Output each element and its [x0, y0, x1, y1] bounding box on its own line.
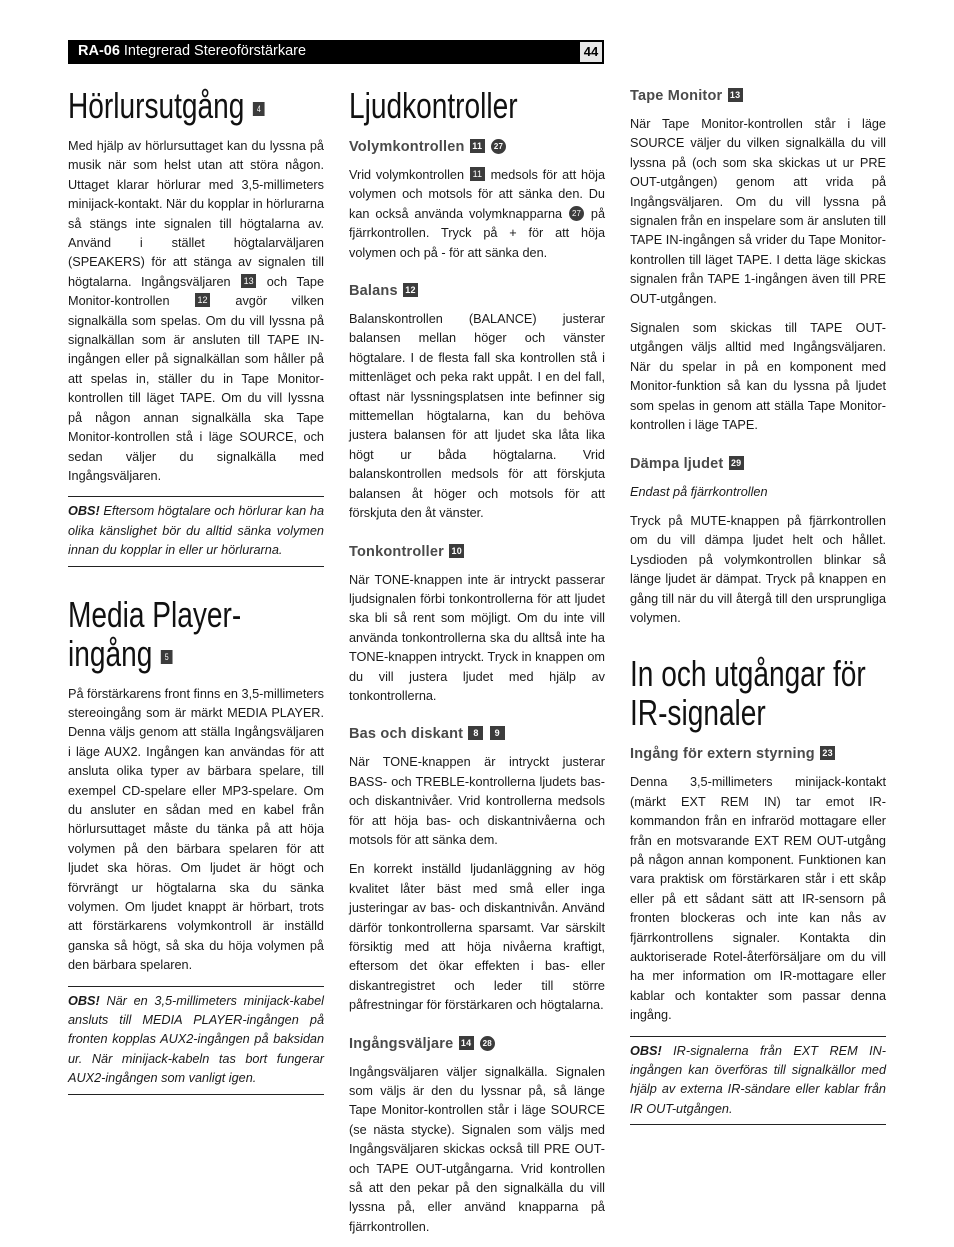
header-title-bar: [78, 43, 306, 59]
input-selector-subheading: [349, 1034, 605, 1054]
ref-number-badge: 13: [241, 274, 256, 288]
balance-paragraph: Balanskontrollen (BALANCE) justerar balansen mellan höger och vänster högtalare. I de flesta fall ska kontrollen stå i mittenläget och peka rakt uppåt. I en del fall, oftast när lyssningsplatsen inte befinner sig mittemellan högtalarna, kan du behöva justera balansen för att ljudet ska låta lika högt ur båda högtalarna. Vrid balanskontrollen medsols för att förskjuta balansen åt höger och motsols för att förskjuta den åt vänster.: [349, 312, 605, 521]
obs-label: OBS!: [68, 993, 100, 1008]
ref-number-badge: 29: [729, 456, 744, 470]
input-selector-paragraph: Ingångsväljaren väljer signalkälla. Signalen som väljs är den du lyssnar på, så länge Tape Monitor-kontrollen står i läge SOURCE (se nästa stycke). Signalen som väljs med Ingångsväljaren skickas också till PRE OUT- och TAPE OUT-utgångarna. Vrid kontrollen så att den pekar på den signalkälla du vill lyssna på, eller använd knapparna på fjärrkontrollen.: [349, 1064, 605, 1234]
media-player-heading-text: Media Player-ingång: [68, 593, 242, 674]
bass-treble-paragraph-1: När TONE-knappen är intryckt justerar BASS- och TREBLE-kontrollerna ljudets bas- och diskantnivåer. Vrid kontrollerna medsols för att höja bas- och diskantnivåerna och motsols för att sänka dem.: [349, 755, 605, 847]
ir-heading: In och utgångar för IR-signaler: [630, 653, 866, 734]
ref-number-badge: 12: [195, 293, 210, 307]
ref-number-badge: 23: [820, 746, 835, 760]
page-number: 44: [580, 42, 602, 62]
tape-monitor-paragraph-2: Signalen som skickas till TAPE OUT-utgången väljs alltid med Ingångsväljaren. När du spelar in på en komponent med Monitor-funktion så kan du lyssna på ljudet som spelas in genom att ställa Tape Monitor-kontrollen i läge TAPE.: [630, 321, 886, 433]
text: Ingångsväljare: [349, 1035, 454, 1052]
text: Balans: [349, 283, 398, 300]
text: avgör vilken signalkälla som spelas. Om du vill lyssna på signalkällan som är ansluten till TAPE IN-ingången eller på signalkällan som håller på att spelas in, ställer du in Tape Monitor-kontrollen till läget TAPE. Om du vill lyssna på någon annan signalkälla ska Tape Monitor-kontrollen stå i läge SOURCE, och sedan väljer du signalkälla med Ingångsväljaren.: [68, 294, 324, 483]
note-text: [630, 1042, 886, 1120]
column-1: [68, 86, 324, 1123]
tape-monitor-paragraph-1: När Tape Monitor-kontrollen står i läge SOURCE väljer du vilken signalkälla du vill lyssna på (och som ska skickas ut ur PRE OUT-utgången) genom att vrida på Ingångsväljaren. Om du vill lyssna på signalen från en inspelare som är ansluten till TAPE IN-ingången så vrider du Tape Monitor-kontrollen till läget TAPE. I detta läge skickas signalen från TAPE 1-ingången även till PRE OUT-utgången.: [630, 117, 886, 306]
ref-number-badge: 11: [470, 139, 485, 153]
headphone-heading-text: Hörlursutgång: [68, 85, 245, 126]
bass-treble-subheading: [349, 724, 605, 744]
text: IR-signalerna från EXT REM IN-ingången kan överföras till signalkällor med hjälp av externa IR-sändare eller kablar från IR OUT-utgången.: [630, 1043, 886, 1116]
mute-remote-only-note: Endast på fjärrkontrollen: [630, 484, 768, 499]
text: Tape Monitor: [630, 88, 723, 104]
headphone-note: [68, 496, 324, 566]
remote-ref-badge: 27: [491, 139, 506, 154]
ext-control-paragraph: Denna 3,5-millimeters minijack-kontakt (märkt EXT REM IN) tar emot IR-kommandon från en infraröd mottagare eller från en motsvarande EXT REM OUT-utgång på någon annan komponent. Funktionen kan vara praktisk om förstärkaren står i ett skåp eller på ett sådant sätt att IR-sensorn på fronten blockeras och inte kan nås av fjärrkontrollens signaler. Kontakta din auktoriserade Rotel-återförsäljare om du vill ha mer information om IR-mottagare eller kablar och kontakter som passar denna ingång.: [630, 775, 886, 1023]
text: medsols för att höja volymen och motsols för att sänka den. Du kan också använda volymknapparna: [349, 168, 606, 221]
ref-number-badge: 13: [728, 88, 743, 102]
note-text: [68, 502, 324, 560]
column-2: [349, 86, 605, 1247]
text: Tonkontroller: [349, 543, 444, 560]
text: Eftersom högtalare och hörlurar kan ha olika känslighet bör du alltid sänka volymen innan du kopplar in eller ur hörlurarna.: [68, 504, 324, 558]
headphone-heading: [68, 86, 324, 125]
ref-number-badge: 9: [490, 726, 505, 740]
bass-treble-paragraph-2: En korrekt inställd ljudanläggning av hög kvalitet låter bäst med små eller inga justeringar av bas- och diskantnivån. Använd därför tonkontrollerna sparsamt. Var särskilt försiktig med att höja nivåerna kraftigt, eftersom det ökar effekten i bas- eller diskantregistret och leder till större påfrestningar för förstärkaren och högtalarna.: [349, 862, 605, 1013]
balance-subheading: [349, 281, 605, 301]
ref-number-badge: 5: [161, 650, 173, 664]
text: på fjärrkontrollen. Tryck på + för att höja volymen och på - för att sänka den.: [349, 206, 606, 260]
tone-subheading: [349, 542, 605, 562]
headphone-paragraph: [68, 137, 324, 486]
ref-number-badge: 11: [470, 167, 485, 181]
ref-number-badge: 10: [449, 544, 464, 558]
volume-subheading: [349, 137, 605, 157]
ref-number-badge: 14: [459, 1036, 474, 1050]
column-3: [630, 86, 886, 1153]
obs-label: OBS!: [630, 1043, 662, 1058]
document-title: Integrerad Stereoförstärkare: [123, 43, 307, 59]
obs-label: OBS!: [68, 504, 100, 519]
model-name: RA-06: [78, 43, 120, 59]
media-player-heading: [68, 595, 324, 673]
text: Volymkontrollen: [349, 139, 465, 155]
mute-subheading: [630, 454, 886, 474]
text: Bas och diskant: [349, 726, 464, 743]
page-header: [68, 40, 604, 64]
mute-paragraph: Tryck på MUTE-knappen på fjärrkontrollen om du vill dämpa ljudet helt och hållet. Lysdioden på volymkontrollen blinkar så länge ljudet är dämpat. Tryck på knappen en gång till när du vill återgå till den ursprungliga volymen.: [630, 513, 886, 625]
ref-number-badge: 12: [403, 283, 418, 297]
sound-controls-heading: Ljudkontroller: [349, 85, 518, 126]
tone-paragraph: När TONE-knappen inte är intryckt passerar ljudsignalen förbi tonkontrollerna för att ljudet ska bli så rent som möjligt. Om du inte vill använda tonkontrollerna ska du alltså inte ha TONE-knappen intryckt. Tryck in knappen om du vill justera ljudet med hjälp av tonkontrollerna.: [349, 572, 605, 703]
text: Dämpa ljudet: [630, 455, 724, 472]
media-player-paragraph: På förstärkarens front finns en 3,5-millimeters stereoingång som är märkt MEDIA PLAYER. Denna väljs genom att ställa Ingångsväljaren i läge AUX2. Ingången kan användas för att ansluta olika typer av bärbara spelare, till exempel CD-spelare eller MP3-spelare. Om du ansluter en sådan med en kabel från hörlursuttaget måste du tänka på att höja volymen på den bärbara spelaren för att ljudet ska höras. Om ljudet är högt och förvrängt ur högtalarna ska du sänka volymen. Om ljudet knappt är hörbart, trots att förstärkarens volymkontroll är inställd ganska så högt, så ska du höja volymen på den bärbara spelaren.: [68, 686, 324, 973]
media-player-note: [68, 986, 324, 1095]
ref-number-badge: 4: [253, 102, 265, 116]
ref-number-badge: 8: [468, 726, 483, 740]
volume-paragraph: [349, 166, 605, 263]
note-text: [68, 992, 324, 1089]
text: och Tape Monitor-kontrollen: [68, 274, 325, 309]
text: När en 3,5-millimeters minijack-kabel ansluts till MEDIA PLAYER-ingången på fronten kopplas AUX2-ingången på baksidan ur. När minijack-kabeln tas bort fungerar AUX2-ingången som vanligt igen.: [68, 993, 324, 1086]
remote-ref-badge: 27: [569, 206, 584, 221]
tape-monitor-subheading: [630, 86, 886, 106]
ext-control-subheading: [630, 744, 886, 764]
text: Vrid volymkontrollen: [349, 168, 465, 182]
text: Ingång för extern styrning: [630, 746, 815, 763]
ir-note: [630, 1036, 886, 1126]
remote-ref-badge: 28: [480, 1036, 495, 1051]
text: Med hjälp av hörlursuttaget kan du lyssna på musik när som helst utan att störa någon. Uttaget klarar hörlurar med 3,5-millimeters minijack-kontakt. När du kopplar in hörlurarna så stängs inte signalen till högtalarna av. Använd i stället högtalarväljaren (SPEAKERS) för att stänga av signalen till högtalarna. Ingångsväljaren: [68, 139, 324, 289]
